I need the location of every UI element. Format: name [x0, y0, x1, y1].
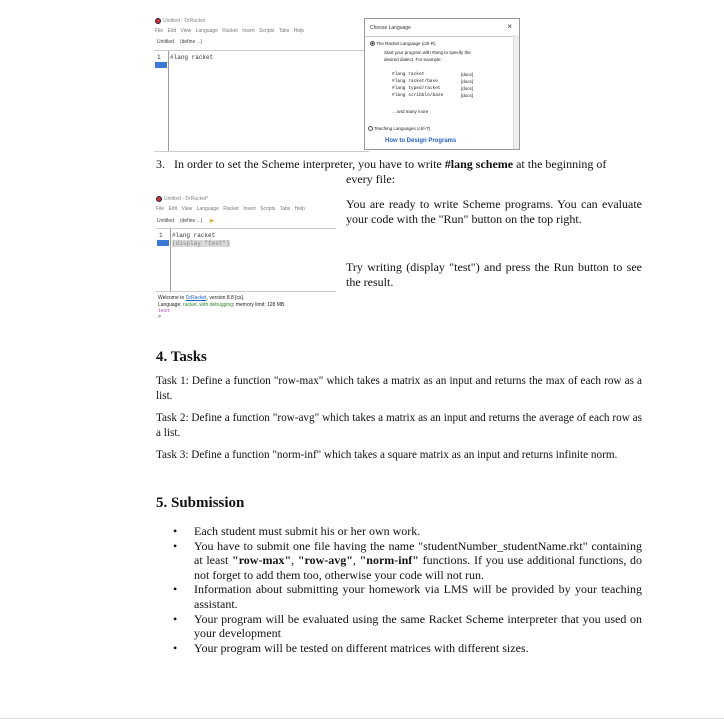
- language-value: racket, with debugging: [183, 302, 234, 308]
- current-line-marker: [155, 62, 167, 68]
- dialog-description: Start your program with #lang to specify the: [384, 50, 471, 55]
- list-item: [156, 582, 642, 611]
- dialog-title: Choose Language: [370, 25, 411, 31]
- file-dropdown[interactable]: Untitled: [157, 218, 174, 224]
- toolbar: [157, 39, 202, 45]
- menu-racket[interactable]: Racket: [222, 28, 238, 34]
- window-title: [155, 18, 205, 24]
- dialog-scrollbar[interactable]: [513, 35, 519, 149]
- separator: ,: [352, 553, 360, 568]
- task-2: Task 2: Define a function "row-avg" which takes a matrix as an input and returns the average of each row as a list.: [156, 412, 642, 439]
- dialog-divider: [365, 36, 513, 37]
- menu-edit[interactable]: Edit: [167, 28, 177, 34]
- list-item-text: You have to submit one file having the name "studentNumber_studentName.rkt" containing at least: [194, 538, 642, 568]
- menu-insert[interactable]: Insert: [242, 28, 255, 34]
- drracket-screenshot-2: [156, 194, 336, 322]
- step-3-instruction: [156, 157, 642, 172]
- choose-language-dialog: [364, 18, 520, 150]
- welcome-text: , version 8.8 [cs].: [206, 295, 245, 301]
- htdp-link[interactable]: How to Design Programs: [385, 138, 457, 144]
- menu-scripts[interactable]: Scripts: [259, 28, 275, 34]
- step-number: 3.: [156, 157, 165, 171]
- function-name: "row-max": [232, 553, 292, 568]
- side-paragraph-2: Try writing (display "test") and press the Run button to see the result.: [346, 260, 642, 289]
- list-item: [156, 612, 642, 641]
- menu-edit[interactable]: Edit: [168, 206, 178, 212]
- toolbar: [157, 217, 214, 225]
- welcome-text: Welcome to: [158, 295, 186, 301]
- menu-view[interactable]: View: [180, 28, 192, 34]
- docs-link[interactable]: [docs]: [461, 93, 474, 98]
- task-3: Task 3: Define a function "norm-inf" which takes a square matrix as an input and returns infinite norm.: [156, 449, 618, 461]
- line-number: 1: [159, 232, 163, 239]
- interactions-welcome: [158, 295, 244, 301]
- menu-tabs[interactable]: Tabs: [278, 28, 290, 34]
- program-output: test: [158, 308, 171, 314]
- definitions-editor[interactable]: [156, 228, 336, 292]
- step-text: In order to set the Scheme interpreter, you have to write: [174, 157, 445, 171]
- menu-help[interactable]: Help: [294, 206, 305, 212]
- function-name: "norm-inf": [359, 553, 419, 568]
- menu-bar: [155, 28, 304, 34]
- docs-link[interactable]: [docs]: [461, 79, 474, 84]
- line-number: 1: [157, 54, 161, 61]
- interactions-language: [158, 302, 286, 308]
- task-1: Task 1: Define a function "row-max" which takes a matrix as an input and returns the max of each row as a list.: [156, 375, 642, 402]
- option-label: The Racket Language (ctrl-R): [376, 41, 436, 46]
- menu-file[interactable]: File: [156, 206, 165, 212]
- list-item-text: Information about submitting your homework via LMS will be provided by your teaching assistant.: [194, 582, 642, 611]
- list-item-text: functions. If you use additional functions, do not forget to add them too, otherwise your code will not run.: [194, 553, 643, 582]
- menu-language[interactable]: Language: [195, 28, 218, 34]
- more-text: ... and many more: [392, 109, 429, 114]
- side-paragraph-1: You are ready to write Scheme programs. You can evaluate your code with the "Run" button on the top right.: [346, 197, 642, 226]
- racket-language-option[interactable]: [370, 41, 435, 46]
- function-name: "row-avg": [297, 553, 353, 568]
- window-title-text: Untitled - DrRacket*: [164, 196, 209, 202]
- list-item-text: Your program will be tested on different matrices with different sizes.: [194, 640, 529, 655]
- drracket-link[interactable]: DrRacket: [185, 295, 207, 301]
- close-icon[interactable]: ×: [507, 22, 512, 31]
- repl-prompt[interactable]: >: [158, 314, 162, 320]
- define-dropdown[interactable]: (define ...): [179, 39, 203, 45]
- code-line: #lang racket: [172, 232, 216, 239]
- window-title-text: Untitled - DrRacket: [163, 18, 206, 24]
- step-text: at the beginning of: [513, 157, 607, 171]
- option-label: Teaching Languages (ctrl-T): [374, 126, 431, 131]
- example-code: #lang typed/racket: [392, 86, 441, 91]
- list-item-text: Each student must submit his or her own work.: [194, 524, 421, 538]
- list-item: [156, 641, 642, 656]
- example-code: #lang racket/base: [392, 79, 438, 84]
- radio-unselected-icon[interactable]: [368, 126, 373, 131]
- line-number-gutter: [154, 51, 169, 151]
- racket-logo-icon: [155, 18, 161, 24]
- menu-tabs[interactable]: Tabs: [279, 206, 291, 212]
- check-syntax-icon[interactable]: ➤: [208, 218, 215, 225]
- example-code: #lang racket: [392, 72, 425, 77]
- teaching-languages-option[interactable]: [368, 126, 430, 131]
- dialog-description: desired dialect. For example:: [384, 57, 442, 62]
- docs-link[interactable]: [docs]: [461, 72, 474, 77]
- menu-scripts[interactable]: Scripts: [260, 206, 276, 212]
- list-item: [156, 524, 642, 539]
- separator: ,: [291, 553, 298, 568]
- radio-selected-icon[interactable]: [370, 41, 375, 46]
- language-label: Language:: [158, 302, 184, 308]
- step-bold-text: #lang scheme: [444, 157, 514, 171]
- racket-logo-icon: [156, 196, 162, 202]
- step-3-line-2: every file:: [346, 172, 395, 186]
- menu-view[interactable]: View: [181, 206, 193, 212]
- menu-help[interactable]: Help: [293, 28, 304, 34]
- submission-list: [156, 524, 642, 655]
- section-5-heading: 5. Submission: [156, 495, 245, 511]
- menu-file[interactable]: File: [155, 28, 164, 34]
- current-line-marker: [157, 240, 169, 246]
- code-line: (display "test"): [172, 240, 230, 247]
- docs-link[interactable]: [docs]: [461, 86, 474, 91]
- memory-text: ; memory limit: 128 MB.: [233, 302, 286, 308]
- definitions-editor[interactable]: [154, 50, 369, 152]
- list-item-text: Your program will be evaluated using the same Racket Scheme interpreter that you used on your development: [194, 611, 642, 641]
- define-dropdown[interactable]: (define ...): [179, 218, 203, 224]
- menu-insert[interactable]: Insert: [243, 206, 256, 212]
- page-bottom-divider: [0, 718, 724, 719]
- list-item: [156, 539, 642, 583]
- menu-racket[interactable]: Racket: [223, 206, 239, 212]
- line-number-gutter: [156, 229, 171, 291]
- menu-bar: [156, 206, 305, 212]
- window-title: [156, 196, 208, 202]
- example-code: #lang scribble/base: [392, 93, 444, 98]
- code-line: #lang racket: [170, 54, 214, 61]
- file-dropdown[interactable]: Untitled: [157, 39, 174, 45]
- menu-language[interactable]: Language: [196, 206, 219, 212]
- section-4-heading: 4. Tasks: [156, 349, 207, 365]
